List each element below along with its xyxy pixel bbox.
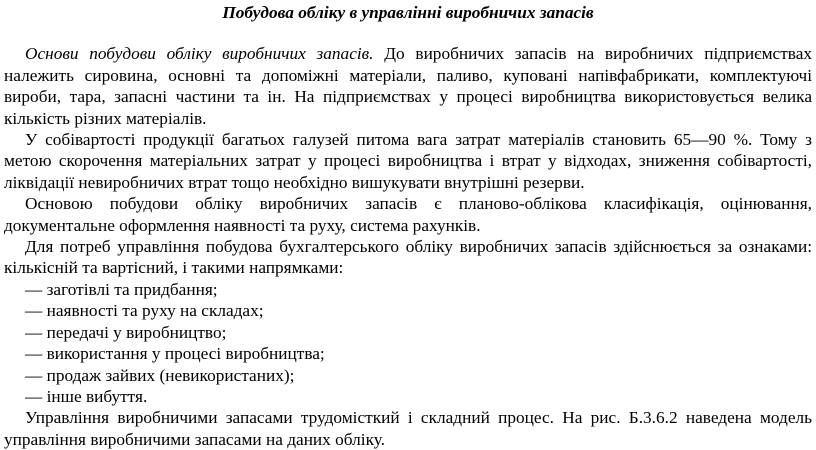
- list-item: — продаж зайвих (невикористаних);: [25, 365, 295, 385]
- directions-list: [4, 279, 812, 407]
- paragraph-lead: Основи побудови обліку виробничих запасів.: [25, 44, 374, 64]
- list-item: — інше вибуття.: [25, 386, 148, 406]
- paragraph-basics-text: До виробничих запасів на виробничих підприємствах належить сировина, основні та допоміжні матеріали, паливо, куповані напівфабрикати, комплектуючі вироби, тара, запасні частини та ін. На підприємствах у процесі виробництва використовується велика кількість різних матеріалів.: [4, 44, 813, 128]
- paragraph-cost-share: У собівартості продукції багатьох галузей питома вага затрат матеріалів становить 65—90 %. Тому з метою скорочення матеріальних затрат у процесі виробництва і втрат у відходах, зниження собівартості, ліквідації невиробничих втрат тощо необхідно вишукувати внутрішні резерви.: [4, 130, 812, 192]
- paragraph-management-model: Управління виробничими запасами трудомісткий і складний процес. На рис. Б.3.6.2 наведена модель управління виробничими запасами на даних обліку.: [4, 408, 812, 449]
- paragraph-basics: [4, 43, 812, 129]
- paragraph-foundation: Основою побудови обліку виробничих запасів є планово-облікова класифікація, оцінювання, документальне оформлення наявності та руху, система рахунків.: [4, 194, 812, 235]
- list-item: — використання у процесі виробництва;: [25, 344, 325, 364]
- list-item: — наявності та руху на складах;: [25, 301, 264, 321]
- paragraph-management-needs: Для потреб управління побудова бухгалтерського обліку виробничих запасів здійснюється за ознаками: кількісній та вартісний, і такими напрямками:: [4, 237, 812, 278]
- list-item: — передачі у виробництво;: [25, 322, 227, 342]
- list-item: — заготівлі та придбання;: [25, 279, 218, 299]
- document-title: Побудова обліку в управлінні виробничих запасів: [222, 3, 594, 22]
